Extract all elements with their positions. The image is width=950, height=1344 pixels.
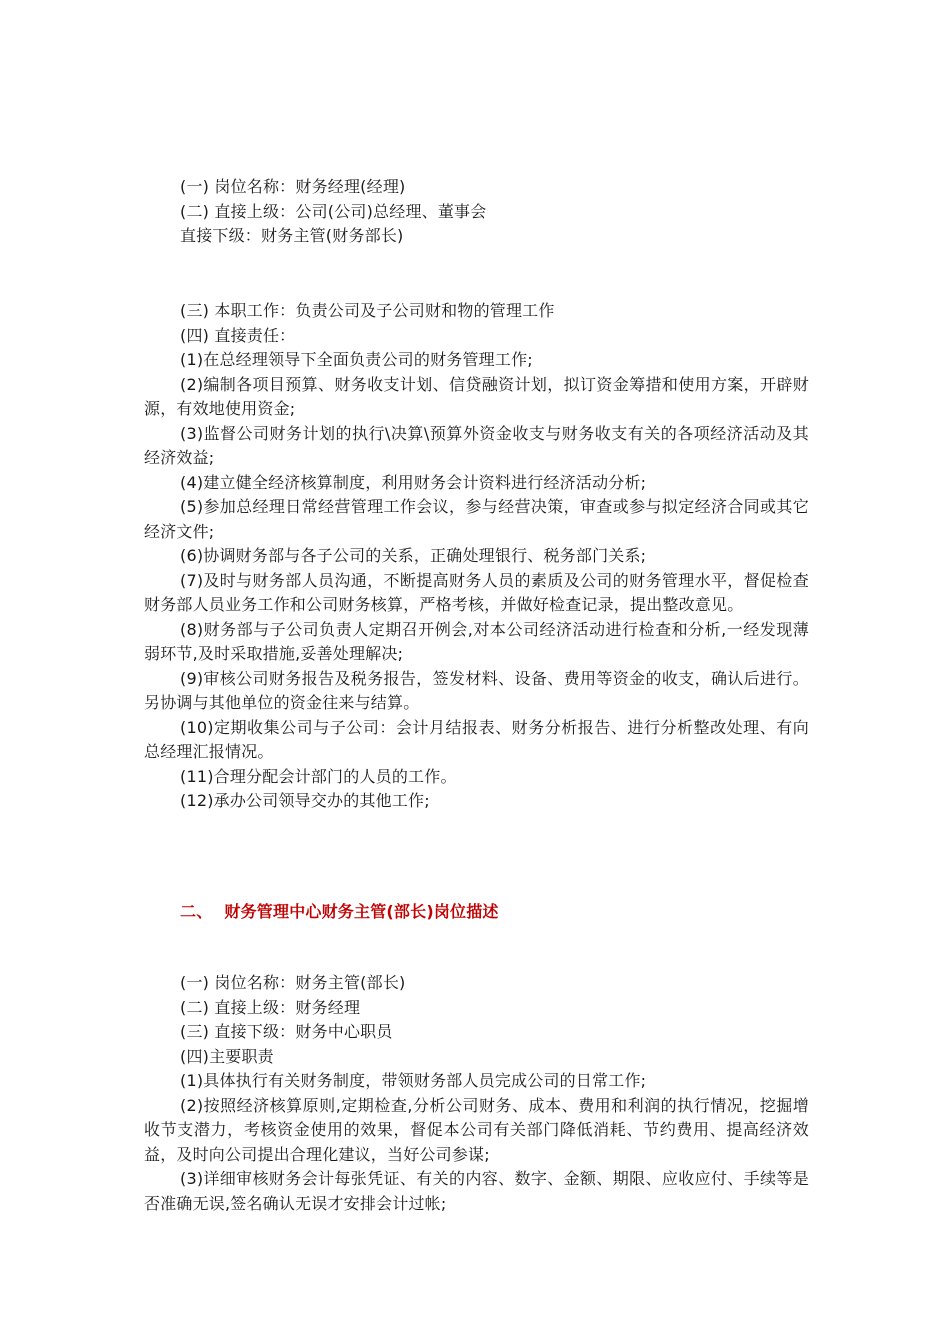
responsibility-item: (1)在总经理领导下全面负责公司的财务管理工作; bbox=[180, 350, 533, 369]
responsibility-item: (10)定期收集公司与子公司：会计月结报表、财务分析报告、进行分析整改处理、有向总经理汇报情况。 bbox=[144, 717, 809, 761]
direct-responsibility-label: (四) 直接责任： bbox=[180, 325, 296, 345]
responsibility-item: (9)审核公司财务报告及税务报告，签发材料、设备、费用等资金的收支，确认后进行。另协调与其他单位的资金往来与结算。 bbox=[144, 668, 809, 712]
responsibility-item: (2)按照经济核算原则,定期检查,分析公司财务、成本、费用和利润的执行情况，挖掘增收节支潜力，考核资金使用的效果，督促本公司有关部门降低消耗、节约费用、提高经济效益，及时向公司提出合理化建议，当好公司参谋; bbox=[144, 1095, 809, 1164]
responsibility-item: (3)详细审核财务会计每张凭证、有关的内容、数字、金额、期限、应收应付、手续等是否准确无误,签名确认无误才安排会计过帐; bbox=[144, 1169, 809, 1213]
position-name-line: (一) 岗位名称：财务主管(部长) bbox=[180, 973, 406, 992]
responsibility-item: (8)财务部与子公司负责人定期召开例会,对本公司经济活动进行检查和分析,一经发现薄弱环节,及时采取措施,妥善处理解决; bbox=[144, 619, 809, 663]
responsibility-item: (12)承办公司领导交办的其他工作; bbox=[180, 791, 430, 810]
section-heading-title: 财务管理中心财务主管(部长)岗位描述 bbox=[224, 902, 499, 921]
position-name-line: (一) 岗位名称：财务经理(经理) bbox=[180, 177, 406, 196]
direct-subordinate-line: (三) 直接下级：财务中心职员 bbox=[180, 1022, 393, 1041]
responsibility-item: (1)具体执行有关财务制度，带领财务部人员完成公司的日常工作; bbox=[180, 1071, 647, 1090]
supervisor-info-block bbox=[144, 971, 809, 1216]
responsibility-item: (6)协调财务部与各子公司的关系，正确处理银行、税务部门关系; bbox=[180, 546, 647, 565]
responsibility-item: (7)及时与财务部人员沟通，不断提高财务人员的素质及公司的财务管理水平，督促检查财务部人员业务工作和公司财务核算，严格考核，并做好检查记录，提出整改意见。 bbox=[144, 570, 809, 614]
direct-subordinate-line: 直接下级：财务主管(财务部长) bbox=[180, 226, 404, 245]
position-info-block bbox=[144, 175, 809, 249]
direct-superior-line: (二) 直接上级：财务经理 bbox=[180, 997, 361, 1017]
main-duties-label: (四)主要职责 bbox=[180, 1046, 274, 1066]
responsibility-item: (4)建立健全经济核算制度，利用财务会计资料进行经济活动分析; bbox=[180, 472, 647, 492]
responsibility-item: (5)参加总经理日常经营管理工作会议，参与经营决策，审查或参与拟定经济合同或其它经济文件; bbox=[144, 497, 809, 541]
responsibility-item: (3)监督公司财务计划的执行\决算\预算外资金收支与财务收支有关的各项经济活动及其经济效益; bbox=[144, 423, 809, 467]
responsibility-item: (11)合理分配会计部门的人员的工作。 bbox=[180, 766, 457, 786]
main-job-line: (三) 本职工作：负责公司及子公司财和物的管理工作 bbox=[180, 301, 555, 320]
direct-superior-line: (二) 直接上级：公司(公司)总经理、董事会 bbox=[180, 201, 487, 221]
duties-block bbox=[144, 299, 809, 814]
section-heading bbox=[180, 899, 499, 922]
responsibility-item: (2)编制各项目预算、财务收支计划、信贷融资计划，拟订资金筹措和使用方案，开辟财源，有效地使用资金; bbox=[144, 374, 809, 418]
section-heading-number: 二、 bbox=[180, 902, 213, 921]
